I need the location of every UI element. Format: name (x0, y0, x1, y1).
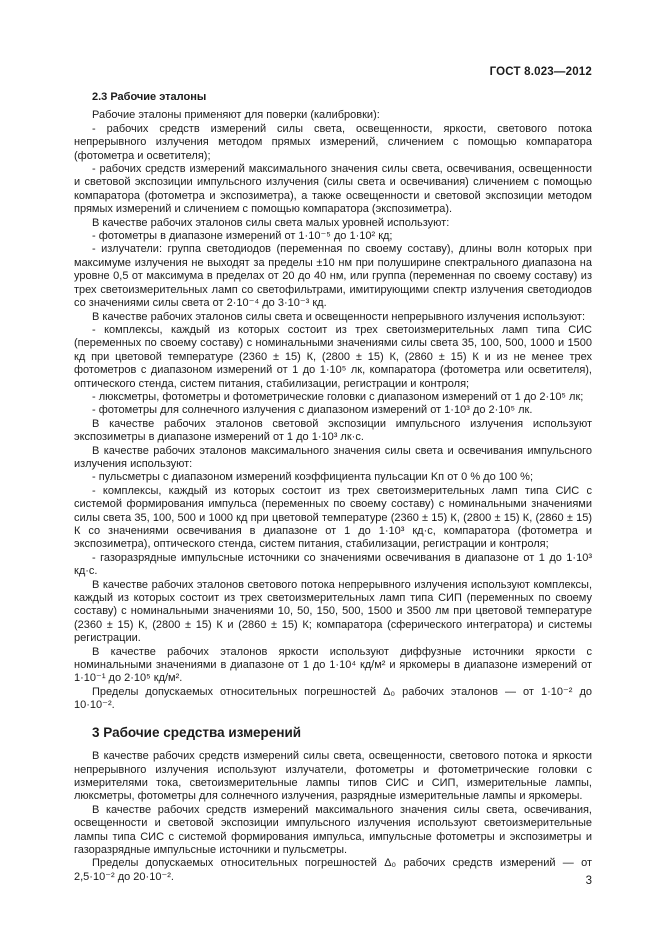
paragraph: - комплексы, каждый из которых состоит из трех светоизмерительных ламп типа СИС (переменных по своему составу) с номинальными значениями силы света 35, 100, 500, 1000 и 1500 кд при цветовой температуре (2360 ± 15) К, (2800 ± 15) К, (2860 ± 15) К и из не менее трех фотометров с диапазоном измерений от 1 до 1·10⁵ лк, компаратора (фотометра или осветителя), оптического стенда, систем питания, стабилизации, регистрации и контроля; (74, 323, 592, 390)
paragraph: Пределы допускаемых относительных погрешностей Δ₀ рабочих эталонов — от 1·10⁻² до 10·10⁻². (74, 685, 592, 712)
paragraph: Пределы допускаемых относительных погрешностей Δ₀ рабочих средств измерений — от 2,5·10⁻² до 20·10⁻². (74, 857, 592, 883)
paragraph: В качестве рабочих эталонов силы света и освещенности непрерывного излучения используют: (92, 310, 585, 323)
paragraph: В качестве рабочих средств измерений силы света, освещенности, светового потока и яркости непрерывного излучения используют излучатели, фотометры и фотометрические головки с измерителями тока, светоизмерительные лампы типов СИС и СИП, измерительные лампы, люксметры, фотометры для солнечного излучения, разрядные измерительные лампы и яркомеры. (74, 750, 592, 803)
paragraph: - излучатели: группа светодиодов (переменная по своему составу), длины волн которых при максимуме излучения не выходят за пределы ±10 нм при полуширине спектрального диапазона на уровне 0,5 от максимума в пределах от 20 до 40 нм, или группа (переменная по своему составу) из трех светоизмерительных ламп со светофильтрами, имитирующими спектр излучения светодиодов со значениями силы света от 2·10⁻⁴ до 3·10⁻³ кд. (74, 243, 592, 310)
paragraph: - пульсметры с диапазоном измерений коэффициента пульсации Kп от 0 % до 100 %; (92, 471, 534, 484)
paragraph: В качестве рабочих эталонов максимального значения силы света и освечивания импульсного излучения используют: (74, 444, 592, 470)
paragraph: - люксметры, фотометры и фотометрические головки с диапазоном измерений от 1 до 2·10⁵ лк; (92, 390, 584, 403)
heading-2-3: 2.3 Рабочие эталоны (92, 91, 207, 103)
doc-content (74, 91, 592, 884)
paragraph: - рабочих средств измерений силы света, освещенности, яркости, светового потока непрерывного излучения методом прямых измерений, сличением с помощью компаратора (фотометра и осветителя); (74, 122, 592, 162)
paragraph: - фотометры для солнечного излучения с диапазоном измерений от 1·10³ до 2·10⁵ лк. (92, 404, 533, 417)
paragraph: - рабочих средств измерений максимального значения силы света, освечивания, освещенности и световой экспозиции импульсного излучения (силы света и освечивания) сличением с помощью компаратора (фотометра и экспозиметра), а также освещенности и световой экспозиции методом прямых измерений и сличением с помощью компаратора (экспозиметра). (74, 163, 592, 216)
page-number: 3 (585, 875, 592, 887)
paragraph: Рабочие эталоны применяют для поверки (калибровки): (92, 109, 380, 122)
paragraph: В качестве рабочих эталонов световой экспозиции импульсного излучения используют экспозиметры в диапазоне измерений от 1 до 1·10³ лк·с. (74, 417, 592, 444)
paragraph: В качестве рабочих эталонов силы света малых уровней используют: (92, 216, 450, 229)
paragraph: В качестве рабочих эталонов яркости используют диффузные источники яркости с номинальными значениями в диапазоне от 1 до 1·10⁴ кд/м² и яркомеры в диапазоне измерений от 1·10⁻¹ до 2·10⁵ кд/м². (74, 645, 592, 685)
heading-3: 3 Рабочие средства измерений (92, 724, 302, 740)
paragraph: В качестве рабочих средств измерений максимального значения силы света, освечивания, освещенности и световой экспозиции импульсного излучения используют светоизмерительные лампы типа СИС с системой формирования импульса, импульсные фотометры и экспозиметры и газоразрядные импульсные источники и пульсметры. (74, 803, 592, 856)
paragraph: - комплексы, каждый из которых состоит из трех светоизмерительных ламп типа СИС с системой формирования импульса (переменных по своему составу) с номинальными значениями силы света 35, 100, 500 и 1000 кд при цветовой температуре (2360 ± 15) К, (2800 ± 15) К, (2860 ± 15) К со значениями освечивания в диапазоне от 1 до 1·10³ кд·с, компаратора (фотометра и экспозиметра), оптического стенда, систем питания, стабилизации, регистрации и контроля; (74, 484, 592, 551)
paragraph: - газоразрядные импульсные источники со значениями освечивания в диапазоне от 1 до 1·10³ кд·с. (74, 551, 592, 578)
paragraph: В качестве рабочих эталонов светового потока непрерывного излучения используют комплексы, каждый из которых состоит из трех светоизмерительных ламп типа СИП (переменных по своему составу) с номинальными значениями 10, 50, 150, 500, 1500 и 3500 лм при цветовой температуре (2360 ± 15) К, (2800 ± 15) К и (2860 ± 15) К; компаратора (сферического интегратора) и системы регистрации. (74, 578, 592, 645)
doc-header: ГОСТ 8.023—2012 (489, 66, 592, 78)
paragraph: - фотометры в диапазоне измерений от 1·10⁻⁵ до 1·10² кд; (92, 230, 393, 243)
